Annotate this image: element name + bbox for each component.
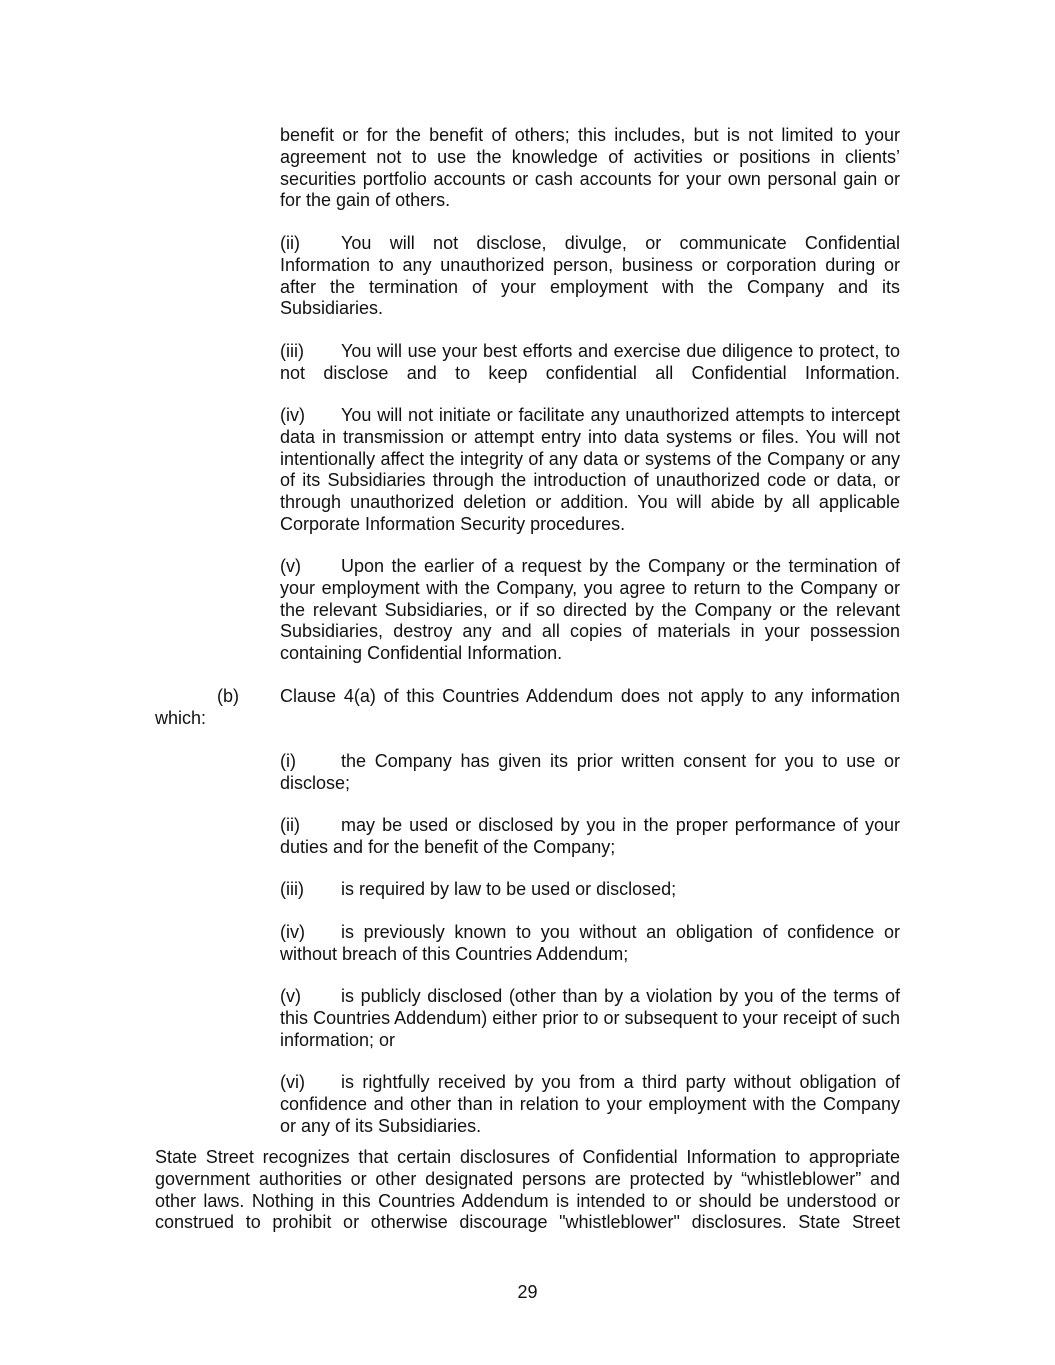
item-number: (iii) [280,879,304,899]
item-text: You will not disclose, divulge, or communicate Confidential Information to any unauthorized person, business or corporation during or after the termination of your employment with the Company and its Subsidiaries. [280,233,900,319]
exception-item [280,986,900,1051]
clause-b [155,686,900,730]
page-number: 29 [517,1282,538,1302]
item-text: You will use your best efforts and exercise due diligence to protect, to not disclose and to keep confidential all Confidential Information. [280,341,900,383]
obligation-item [280,233,900,320]
item-text: the Company has given its prior written consent for you to use or disclose; [280,751,900,793]
clause-b-label: (b) [217,686,239,706]
item-text: is previously known to you without an obligation of confidence or without breach of this Countries Addendum; [280,922,900,964]
exception-item [280,815,900,859]
item-text: You will not initiate or facilitate any unauthorized attempts to intercept data in transmission or attempt entry into data systems or files. You will not intentionally affect the integrity of any data or systems of the Company or any of its Subsidiaries through the introduction of unauthorized code or data, or through unauthorized deletion or addition. You will abide by all applicable Corporate Information Security procedures. [280,405,900,534]
item-number: (vi) [280,1072,305,1092]
item-number: (v) [280,556,301,576]
item-text: is required by law to be used or disclosed; [341,879,677,899]
item-number: (iv) [280,922,305,942]
item-number: (ii) [280,233,300,253]
obligation-item [280,556,900,665]
item-number: (i) [280,751,296,771]
obligation-item [280,341,900,385]
item-text: is publicly disclosed (other than by a violation by you of the terms of this Countries Addendum) either prior to or subsequent to your receipt of such information; or [280,986,900,1050]
item-number: (iv) [280,405,305,425]
clause-b-text: Clause 4(a) of this Countries Addendum does not apply to any information [280,686,900,706]
item-number: (ii) [280,815,300,835]
whistleblower-paragraph: State Street recognizes that certain disclosures of Confidential Information to appropriate government authorities or other designated persons are protected by “whistleblower” and other laws. Nothing in this Countries Addendum is intended to or should be understood or construed to prohibit or otherwise discourage "whistleblower" disclosures. State Street [155,1147,900,1233]
exception-item [280,751,900,795]
item-text: is rightfully received by you from a third party without obligation of confidence and other than in relation to your employment with the Company or any of its Subsidiaries. [280,1072,900,1136]
exception-item [280,922,900,966]
exception-item [280,1072,900,1137]
item-number: (iii) [280,341,304,361]
item-text: may be used or disclosed by you in the proper performance of your duties and for the benefit of the Company; [280,815,900,857]
exception-item [280,879,900,901]
continuation-paragraph: benefit or for the benefit of others; this includes, but is not limited to your agreement not to use the knowledge of activities or positions in clients’ securities portfolio accounts or cash accounts for your own personal gain or for the gain of others. [280,125,900,211]
item-number: (v) [280,986,301,1006]
item-text: Upon the earlier of a request by the Company or the termination of your employment with the Company, you agree to return to the Company or the relevant Subsidiaries, or if so directed by the Company or the relevant Subsidiaries, destroy any and all copies of materials in your possession containing Confidential Information. [280,556,900,664]
obligation-item [280,405,900,536]
clause-b-continuation: which: [155,707,207,728]
